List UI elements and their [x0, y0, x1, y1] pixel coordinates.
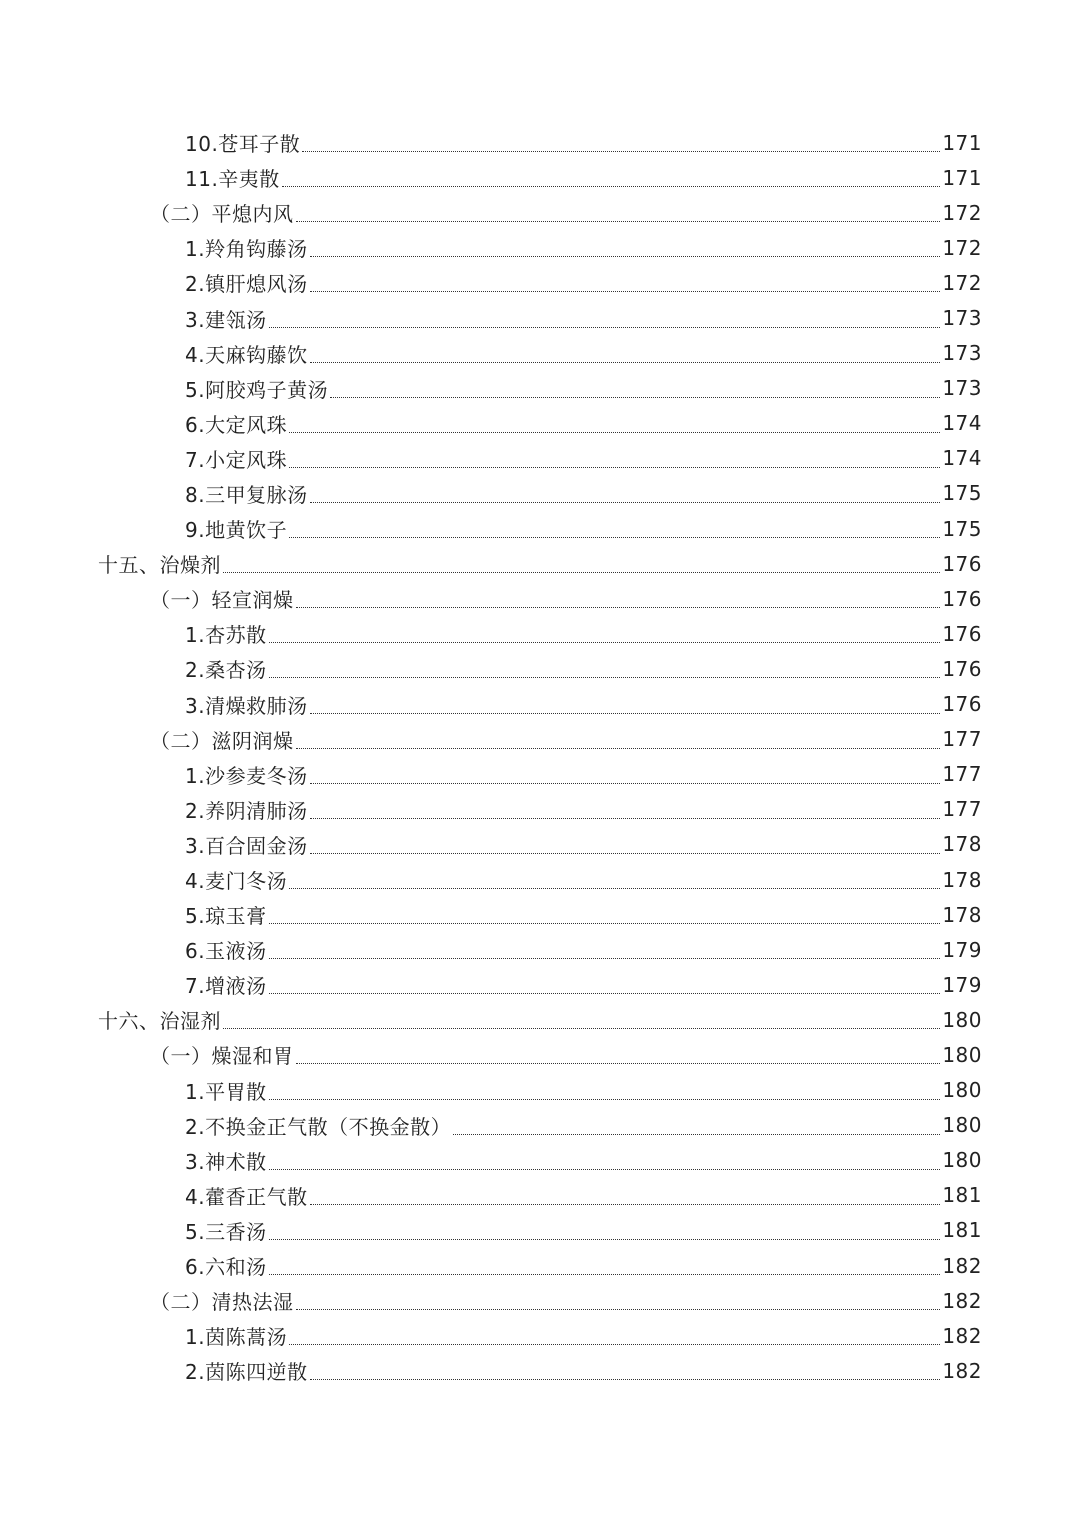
toc-entry-page-number: 173: [942, 341, 982, 366]
toc-entry-page-number: 174: [942, 411, 982, 436]
toc-entry[interactable]: [0, 1143, 1080, 1178]
toc-entry-title: （二）滋阴润燥: [150, 728, 294, 753]
toc-entry-page-number: 175: [942, 481, 982, 506]
toc-entry-page-number: 173: [942, 376, 982, 401]
dot-leader: [302, 151, 940, 152]
dot-leader: [269, 1274, 941, 1275]
toc-entry-page-number: 172: [942, 270, 982, 295]
toc-entry[interactable]: [0, 1002, 1080, 1037]
toc-entry-title: 1.茵陈蒿汤: [185, 1325, 288, 1350]
dot-leader: [296, 1309, 941, 1310]
table-of-contents: [0, 125, 1080, 1388]
toc-entry-title: 十五、治燥剂: [98, 553, 221, 578]
toc-entry-title: 2.镇肝熄风汤: [185, 272, 308, 297]
toc-entry-title: 11.辛夷散: [185, 167, 280, 192]
toc-entry[interactable]: [0, 581, 1080, 616]
toc-entry-page-number: 175: [942, 516, 982, 541]
toc-entry-page-number: 171: [942, 130, 982, 155]
toc-entry-page-number: 177: [942, 762, 982, 787]
toc-entry-title: （二）清热法湿: [150, 1290, 294, 1315]
toc-entry[interactable]: [0, 897, 1080, 932]
dot-leader: [310, 818, 941, 819]
toc-entry[interactable]: [0, 406, 1080, 441]
toc-entry-page-number: 178: [942, 832, 982, 857]
toc-entry-page-number: 181: [942, 1218, 982, 1243]
dot-leader: [310, 1204, 941, 1205]
toc-entry-title: 3.清燥救肺汤: [185, 693, 308, 718]
dot-leader: [310, 853, 941, 854]
toc-entry[interactable]: [0, 687, 1080, 722]
toc-entry[interactable]: [0, 1318, 1080, 1353]
toc-entry[interactable]: [0, 1213, 1080, 1248]
toc-entry[interactable]: [0, 230, 1080, 265]
toc-entry-title: 2.桑杏汤: [185, 658, 267, 683]
dot-leader: [310, 783, 941, 784]
dot-leader: [269, 958, 941, 959]
toc-entry-title: 8.三甲复脉汤: [185, 482, 308, 507]
dot-leader: [282, 186, 941, 187]
dot-leader: [269, 677, 941, 678]
toc-entry-page-number: 178: [942, 867, 982, 892]
toc-entry-page-number: 172: [942, 200, 982, 225]
toc-entry[interactable]: [0, 336, 1080, 371]
toc-entry-page-number: 179: [942, 972, 982, 997]
toc-entry-page-number: 176: [942, 656, 982, 681]
toc-entry-title: 3.百合固金汤: [185, 833, 308, 858]
toc-entry[interactable]: [0, 265, 1080, 300]
toc-entry[interactable]: [0, 441, 1080, 476]
dot-leader: [289, 1344, 940, 1345]
toc-entry-page-number: 180: [942, 1113, 982, 1138]
dot-leader: [289, 888, 940, 889]
toc-entry[interactable]: [0, 1353, 1080, 1388]
dot-leader: [296, 607, 941, 608]
toc-entry-title: 6.玉液汤: [185, 939, 267, 964]
toc-entry-title: 十六、治湿剂: [98, 1009, 221, 1034]
toc-entry-title: 4.天麻钩藤饮: [185, 342, 308, 367]
toc-entry-title: （二）平熄内风: [150, 202, 294, 227]
dot-leader: [310, 256, 941, 257]
toc-entry-title: 2.不换金正气散（不换金散）: [185, 1114, 452, 1139]
dot-leader: [310, 291, 941, 292]
dot-leader: [223, 1028, 940, 1029]
toc-entry-title: 4.藿香正气散: [185, 1184, 308, 1209]
dot-leader: [289, 537, 940, 538]
toc-entry-title: 3.神术散: [185, 1149, 267, 1174]
toc-entry[interactable]: [0, 546, 1080, 581]
toc-entry[interactable]: [0, 827, 1080, 862]
toc-entry-page-number: 181: [942, 1183, 982, 1208]
dot-leader: [269, 327, 941, 328]
toc-entry-title: 4.麦门冬汤: [185, 869, 288, 894]
toc-entry[interactable]: [0, 932, 1080, 967]
toc-entry-title: 1.杏苏散: [185, 623, 267, 648]
toc-entry-title: 7.小定风珠: [185, 447, 288, 472]
dot-leader: [296, 221, 941, 222]
toc-entry[interactable]: [0, 862, 1080, 897]
toc-entry[interactable]: [0, 160, 1080, 195]
toc-entry-page-number: 171: [942, 165, 982, 190]
dot-leader: [269, 1239, 941, 1240]
toc-entry[interactable]: [0, 476, 1080, 511]
toc-entry-page-number: 180: [942, 1078, 982, 1103]
dot-leader: [310, 362, 941, 363]
toc-entry-page-number: 173: [942, 306, 982, 331]
dot-leader: [310, 1379, 941, 1380]
toc-entry[interactable]: [0, 511, 1080, 546]
toc-entry-page-number: 178: [942, 902, 982, 927]
toc-entry[interactable]: [0, 1283, 1080, 1318]
toc-entry[interactable]: [0, 1108, 1080, 1143]
toc-entry-title: 7.增液汤: [185, 974, 267, 999]
toc-entry-page-number: 182: [942, 1358, 982, 1383]
dot-leader: [296, 1063, 941, 1064]
toc-entry-page-number: 180: [942, 1007, 982, 1032]
dot-leader: [330, 397, 940, 398]
toc-entry-title: 2.茵陈四逆散: [185, 1360, 308, 1385]
toc-entry-page-number: 172: [942, 235, 982, 260]
toc-entry-page-number: 177: [942, 797, 982, 822]
toc-entry-title: 5.琼玉膏: [185, 904, 267, 929]
toc-entry[interactable]: [0, 195, 1080, 230]
toc-entry[interactable]: [0, 1073, 1080, 1108]
toc-entry-title: 6.大定风珠: [185, 412, 288, 437]
dot-leader: [310, 502, 941, 503]
toc-entry-title: 10.苍耳子散: [185, 132, 301, 157]
toc-entry-title: （一）轻宣润燥: [150, 588, 294, 613]
toc-entry-page-number: 176: [942, 692, 982, 717]
dot-leader: [289, 432, 940, 433]
toc-entry-page-number: 180: [942, 1042, 982, 1067]
toc-entry-page-number: 182: [942, 1323, 982, 1348]
toc-entry-title: 1.沙参麦冬汤: [185, 763, 308, 788]
toc-entry[interactable]: [0, 722, 1080, 757]
dot-leader: [269, 1169, 941, 1170]
toc-entry[interactable]: [0, 967, 1080, 1002]
toc-entry-page-number: 182: [942, 1288, 982, 1313]
toc-entry-title: 1.平胃散: [185, 1079, 267, 1104]
toc-entry[interactable]: [0, 1178, 1080, 1213]
toc-entry[interactable]: [0, 1248, 1080, 1283]
dot-leader: [223, 572, 940, 573]
toc-entry-title: 5.三香汤: [185, 1219, 267, 1244]
toc-entry[interactable]: [0, 371, 1080, 406]
toc-entry-page-number: 182: [942, 1253, 982, 1278]
dot-leader: [310, 713, 941, 714]
toc-entry-title: 5.阿胶鸡子黄汤: [185, 377, 329, 402]
toc-entry-page-number: 176: [942, 586, 982, 611]
toc-entry[interactable]: [0, 792, 1080, 827]
toc-entry-page-number: 177: [942, 727, 982, 752]
toc-entry-page-number: 176: [942, 621, 982, 646]
toc-entry[interactable]: [0, 1037, 1080, 1072]
toc-entry-page-number: 174: [942, 446, 982, 471]
toc-entry[interactable]: [0, 616, 1080, 651]
toc-entry-title: 2.养阴清肺汤: [185, 798, 308, 823]
toc-entry[interactable]: [0, 757, 1080, 792]
dot-leader: [269, 642, 941, 643]
dot-leader: [269, 993, 941, 994]
toc-entry-title: 3.建瓴汤: [185, 307, 267, 332]
toc-entry-page-number: 176: [942, 551, 982, 576]
dot-leader: [296, 748, 941, 749]
toc-entry[interactable]: [0, 125, 1080, 160]
dot-leader: [289, 467, 940, 468]
toc-entry-title: 9.地黄饮子: [185, 518, 288, 543]
toc-entry-title: 1.羚角钩藤汤: [185, 237, 308, 262]
dot-leader: [269, 1099, 941, 1100]
dot-leader: [453, 1134, 940, 1135]
toc-entry-title: 6.六和汤: [185, 1255, 267, 1280]
toc-entry[interactable]: [0, 300, 1080, 335]
toc-entry-page-number: 180: [942, 1148, 982, 1173]
dot-leader: [269, 923, 941, 924]
toc-entry-title: （一）燥湿和胃: [150, 1044, 294, 1069]
toc-entry-page-number: 179: [942, 937, 982, 962]
toc-entry[interactable]: [0, 651, 1080, 686]
